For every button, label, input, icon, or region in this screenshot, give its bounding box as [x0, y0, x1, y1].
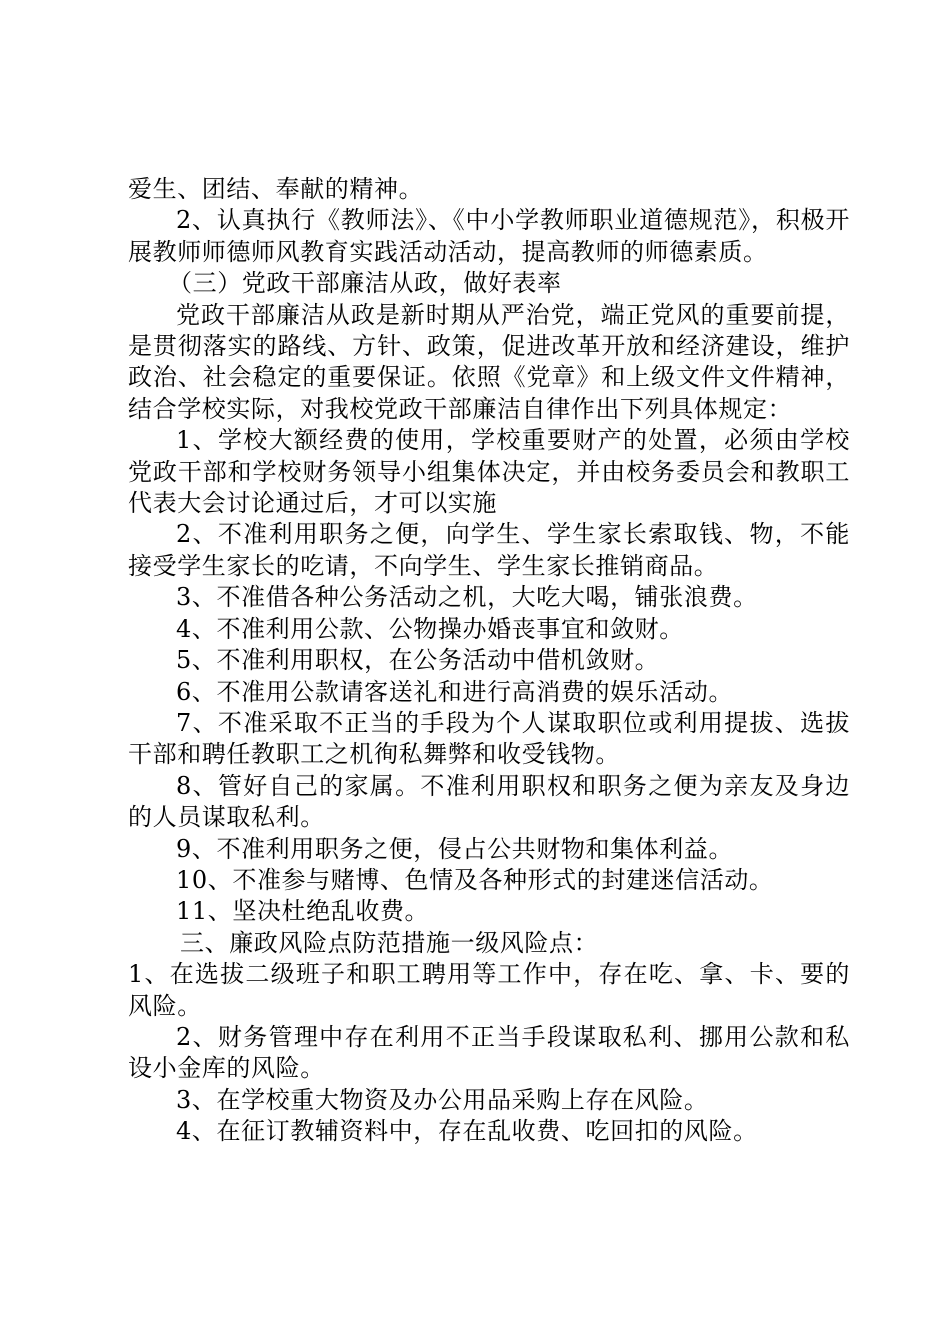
rule-item-5: 5、不准利用职权，在公务活动中借机敛财。: [176, 646, 660, 675]
rule-item-3: 3、不准借各种公务活动之机，大吃大喝，铺张浪费。: [176, 583, 758, 612]
rule-item-7: 7、不准采取不正当的手段为个人谋取职位或利用提拔、选拔干部和聘任教职工之机徇私舞弊和收受钱物。: [128, 708, 850, 769]
rule-item-10: 10、不准参与赌博、色情及各种形式的封建迷信活动。: [176, 865, 774, 894]
paragraph-continuation: 爱生、团结、奉献的精神。: [128, 175, 424, 203]
risk-item-4: 4、在征订教辅资料中，存在乱收费、吃回扣的风险。: [176, 1117, 758, 1146]
risk-item-3: 3、在学校重大物资及办公用品采购上存在风险。: [176, 1085, 709, 1114]
paragraph-intro-cadres: 党政干部廉洁从政是新时期从严治党，端正党风的重要前提，是贯彻落实的路线、方针、政策，促进改革开放和经济建设，维护政治、社会稳定的重要保证。依照《党章》和上级文件文件精神，结合学校实际，对我校党政干部廉洁自律作出下列具体规定：: [128, 300, 850, 423]
risk-item-2: 2、财务管理中存在利用不正当手段谋取私利、挪用公款和私设小金库的风险。: [128, 1022, 850, 1083]
rule-item-4: 4、不准利用公款、公物操办婚丧事宜和敛财。: [176, 614, 684, 643]
subheading-party-cadres: （三）党政干部廉洁从政，做好表率: [168, 269, 562, 298]
rule-item-2: 2、不准利用职务之便，向学生、学生家长索取钱、物，不能接受学生家长的吃请，不向学生、学生家长推销商品。: [128, 520, 850, 580]
paragraph-item-2-teacher-law: 2、认真执行《教师法》、《中小学教师职业道德规范》，积极开展教师师德师风教育实践活动活动，提高教师的师德素质。: [128, 206, 850, 266]
document-body: [128, 174, 850, 1148]
rule-item-11: 11、坚决杜绝乱收费。: [176, 897, 430, 926]
rule-item-8: 8、管好自己的家属。不准利用职权和职务之便为亲友及身边的人员谋取私利。: [128, 771, 850, 832]
risk-item-1: 1、在选拔二级班子和职工聘用等工作中，存在吃、拿、卡、要的风险。: [128, 960, 850, 1020]
section-heading-risk-points: 三、廉政风险点防范措施一级风险点：: [180, 928, 599, 957]
rule-item-9: 9、不准利用职务之便，侵占公共财物和集体利益。: [176, 834, 734, 863]
rule-item-6: 6、不准用公款请客送礼和进行高消费的娱乐活动。: [176, 677, 734, 706]
rule-item-1: 1、学校大额经费的使用，学校重要财产的处置，必须由学校党政干部和学校财务领导小组集体决定，并由校务委员会和教职工代表大会讨论通过后，才可以实施: [128, 426, 850, 518]
